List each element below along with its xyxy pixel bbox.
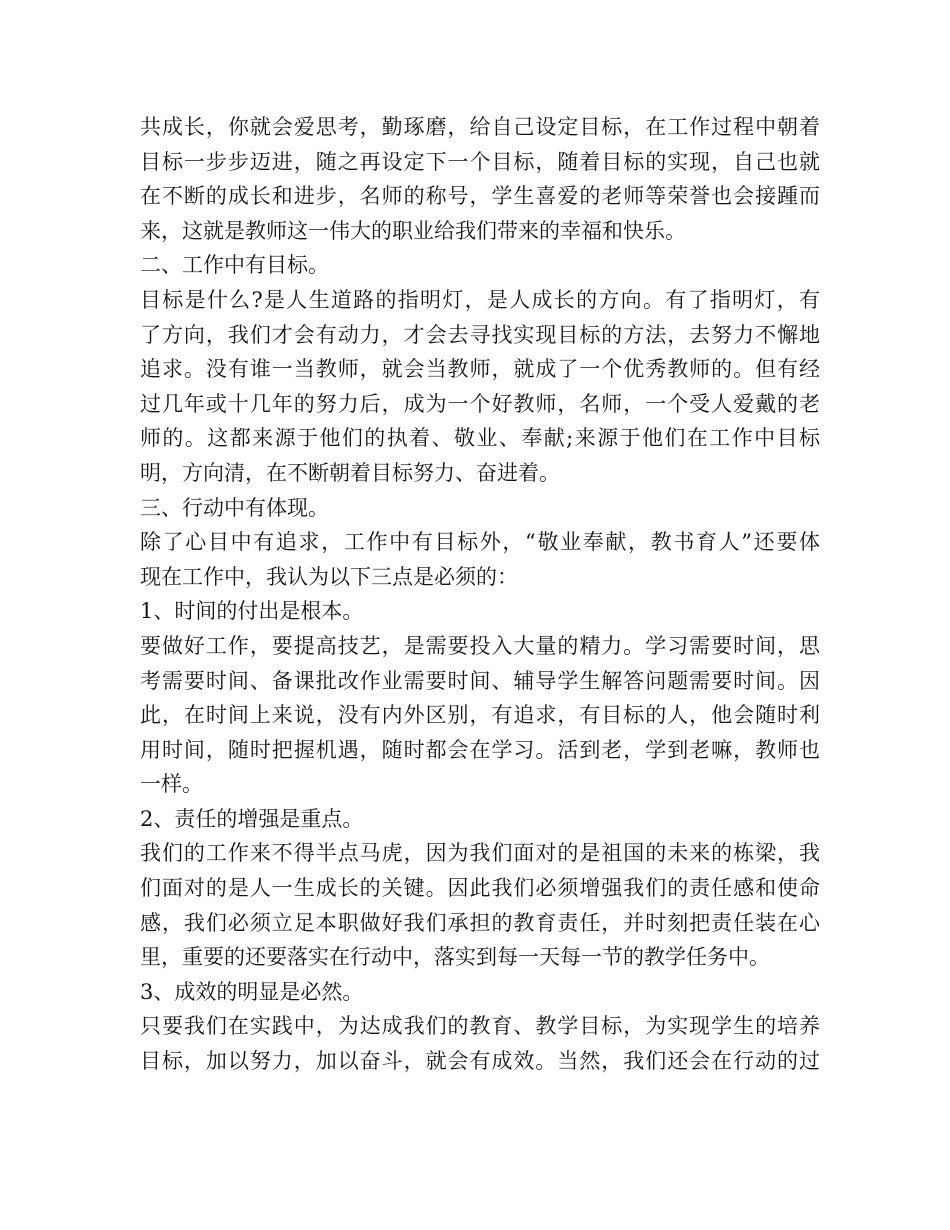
text-line: 过几年或十几年的努力后，成为一个好教师，名师，一个受人爱戴的老 <box>140 391 820 416</box>
text-line: 只要我们在实践中，为达成我们的教育、教学目标，为实现学生的培养 <box>140 1014 820 1039</box>
text-line: 了方向，我们才会有动力，才会去寻找实现目标的方法，去努力不懈地 <box>140 322 820 347</box>
text-line: 此，在时间上来说，没有内外区别，有追求，有目标的人，他会随时利 <box>140 703 820 728</box>
text-line: 来，这就是教师这一伟大的职业给我们带来的幸福和快乐。 <box>140 218 686 243</box>
text-line: 考需要时间、备课批改作业需要时间、辅导学生解答问题需要时间。因 <box>140 668 820 693</box>
text-line: 在不断的成长和进步，名师的称号，学生喜爱的老师等荣誉也会接踵而 <box>140 184 820 209</box>
text-line: 师的。这都来源于他们的执着、敬业、奉献;来源于他们在工作中目标 <box>140 426 820 451</box>
text-line: 明，方向清，在不断朝着目标努力、奋进着。 <box>140 460 560 485</box>
text-line: 我们的工作来不得半点马虎，因为我们面对的是祖国的未来的栋梁，我 <box>140 841 820 866</box>
body-text <box>140 110 820 1079</box>
text-line: 目标一步步迈进，随之再设定下一个目标，随着目标的实现，自己也就 <box>140 149 820 174</box>
text-line: 里，重要的还要落实在行动中，落实到每一天每一节的教学任务中。 <box>140 945 770 970</box>
text-line: 1、时间的付出是根本。 <box>140 599 364 624</box>
text-line: 除了心目中有追求，工作中有目标外，“敬业奉献，教书育人”还要体 <box>140 530 820 555</box>
text-line: 2、责任的增强是重点。 <box>140 806 364 831</box>
text-line: 要做好工作，要提高技艺，是需要投入大量的精力。学习需要时间，思 <box>140 633 820 658</box>
text-line: 用时间，随时把握机遇，随时都会在学习。活到老，学到老嘛，教师也 <box>140 737 820 762</box>
text-line: 目标，加以努力，加以奋斗，就会有成效。当然，我们还会在行动的过 <box>140 1049 820 1074</box>
text-line: 3、成效的明显是必然。 <box>140 979 364 1004</box>
text-line: 现在工作中，我认为以下三点是必须的： <box>140 564 518 589</box>
text-line: 们面对的是人一生成长的关键。因此我们必须增强我们的责任感和使命 <box>140 876 820 901</box>
text-line: 共成长，你就会爱思考，勤琢磨，给自己设定目标，在工作过程中朝着 <box>140 115 820 139</box>
text-line: 目标是什么?是人生道路的指明灯，是人成长的方向。有了指明灯，有 <box>140 287 820 312</box>
text-line: 三、行动中有体现。 <box>140 495 329 520</box>
text-line: 二、工作中有目标。 <box>140 253 329 278</box>
text-line: 追求。没有谁一当教师，就会当教师，就成了一个优秀教师的。但有经 <box>140 357 820 382</box>
text-line: 一样。 <box>140 772 203 797</box>
text-line: 感，我们必须立足本职做好我们承担的教育责任，并时刻把责任装在心 <box>140 910 820 935</box>
